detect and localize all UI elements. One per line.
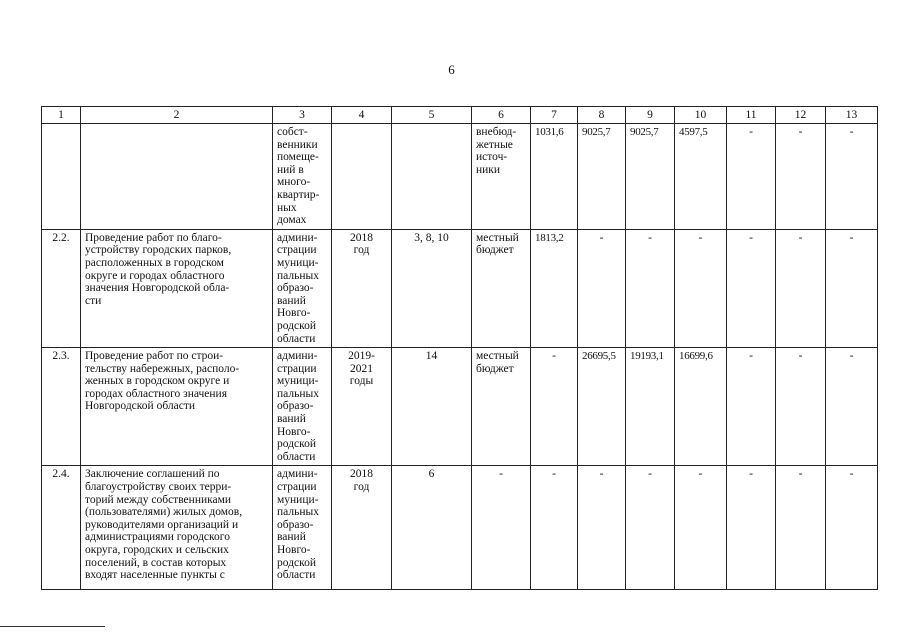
table-row (42, 229, 878, 347)
cell-amount-2020: - (675, 229, 727, 347)
page-number: 6 (448, 62, 455, 77)
cell-funding-source: местный бюджет (472, 229, 531, 347)
cell-item-description: Проведение работ по строи- тельству набережных, располо- женных в городском округе и городах областного значения Новгородской области (81, 348, 273, 466)
cell-amount-2020: 16699,6 (675, 348, 727, 466)
cell-period (332, 124, 392, 230)
cell-amount-2017: 1813,2 (531, 229, 578, 347)
col-header: 3 (273, 107, 332, 124)
cell-amount-2017: - (531, 348, 578, 466)
footnote-divider (0, 626, 105, 627)
cell-responsible: админи- страции муници- пальных образо- ваний Новго- родской области (273, 466, 332, 590)
cell-period: 2019- 2021 годы (332, 348, 392, 466)
cell-item-number (42, 124, 81, 230)
cell-amount-2021: - (727, 229, 776, 347)
table-row (42, 466, 878, 590)
col-header: 7 (531, 107, 578, 124)
cell-amount-2022: - (776, 348, 826, 466)
table-row (42, 124, 878, 230)
col-header: 2 (81, 107, 273, 124)
cell-amount-2020: - (675, 466, 727, 590)
cell-amount-2022: - (776, 466, 826, 590)
cell-amount-2017: - (531, 466, 578, 590)
cell-amount-2018: 9025,7 (578, 124, 626, 230)
cell-amount-2019: - (626, 229, 675, 347)
cell-funding-source: местный бюджет (472, 348, 531, 466)
cell-target-indicators: 6 (392, 466, 472, 590)
cell-amount-2018: - (578, 466, 626, 590)
cell-amount-2019: 19193,1 (626, 348, 675, 466)
cell-amount-2022: - (776, 229, 826, 347)
cell-amount-2021: - (727, 466, 776, 590)
col-header: 10 (675, 107, 727, 124)
cell-amount-2019: - (626, 466, 675, 590)
cell-target-indicators: 14 (392, 348, 472, 466)
cell-amount-2020: 4597,5 (675, 124, 727, 230)
col-header: 4 (332, 107, 392, 124)
cell-amount-2023: - (826, 466, 878, 590)
cell-item-description: Проведение работ по благо- устройству городских парков, расположенных в городском округе и городах областного значения Новгородской обла- сти (81, 229, 273, 347)
cell-amount-2018: 26695,5 (578, 348, 626, 466)
program-table (41, 106, 878, 590)
cell-amount-2021: - (727, 348, 776, 466)
cell-period: 2018 год (332, 466, 392, 590)
cell-funding-source: внебюд- жетные источ- ники (472, 124, 531, 230)
cell-amount-2018: - (578, 229, 626, 347)
cell-item-number: 2.3. (42, 348, 81, 466)
col-header: 6 (472, 107, 531, 124)
cell-item-number: 2.2. (42, 229, 81, 347)
header-row (42, 107, 878, 124)
col-header: 11 (727, 107, 776, 124)
cell-responsible: админи- страции муници- пальных образо- ваний Новго- родской области (273, 229, 332, 347)
col-header: 9 (626, 107, 675, 124)
cell-amount-2023: - (826, 124, 878, 230)
cell-amount-2023: - (826, 229, 878, 347)
cell-period: 2018 год (332, 229, 392, 347)
cell-item-description: Заключение соглашений по благоустройству своих терри- торий между собственниками (пользователями) жилых домов, руководителями организаций и администрациями городского округа, городских и сельских поселений, в состав которых входят населенные пункты с (81, 466, 273, 590)
cell-amount-2017: 1031,6 (531, 124, 578, 230)
col-header: 8 (578, 107, 626, 124)
cell-target-indicators (392, 124, 472, 230)
col-header: 1 (42, 107, 81, 124)
col-header: 5 (392, 107, 472, 124)
cell-amount-2019: 9025,7 (626, 124, 675, 230)
col-header: 13 (826, 107, 878, 124)
cell-responsible: собст- венники помеще- ний в много- квартир- ных домах (273, 124, 332, 230)
cell-item-number: 2.4. (42, 466, 81, 590)
table-row (42, 348, 878, 466)
cell-responsible: админи- страции муници- пальных образо- ваний Новго- родской области (273, 348, 332, 466)
cell-funding-source: - (472, 466, 531, 590)
cell-amount-2023: - (826, 348, 878, 466)
cell-amount-2021: - (727, 124, 776, 230)
cell-target-indicators: 3, 8, 10 (392, 229, 472, 347)
col-header: 12 (776, 107, 826, 124)
cell-amount-2022: - (776, 124, 826, 230)
cell-item-description (81, 124, 273, 230)
